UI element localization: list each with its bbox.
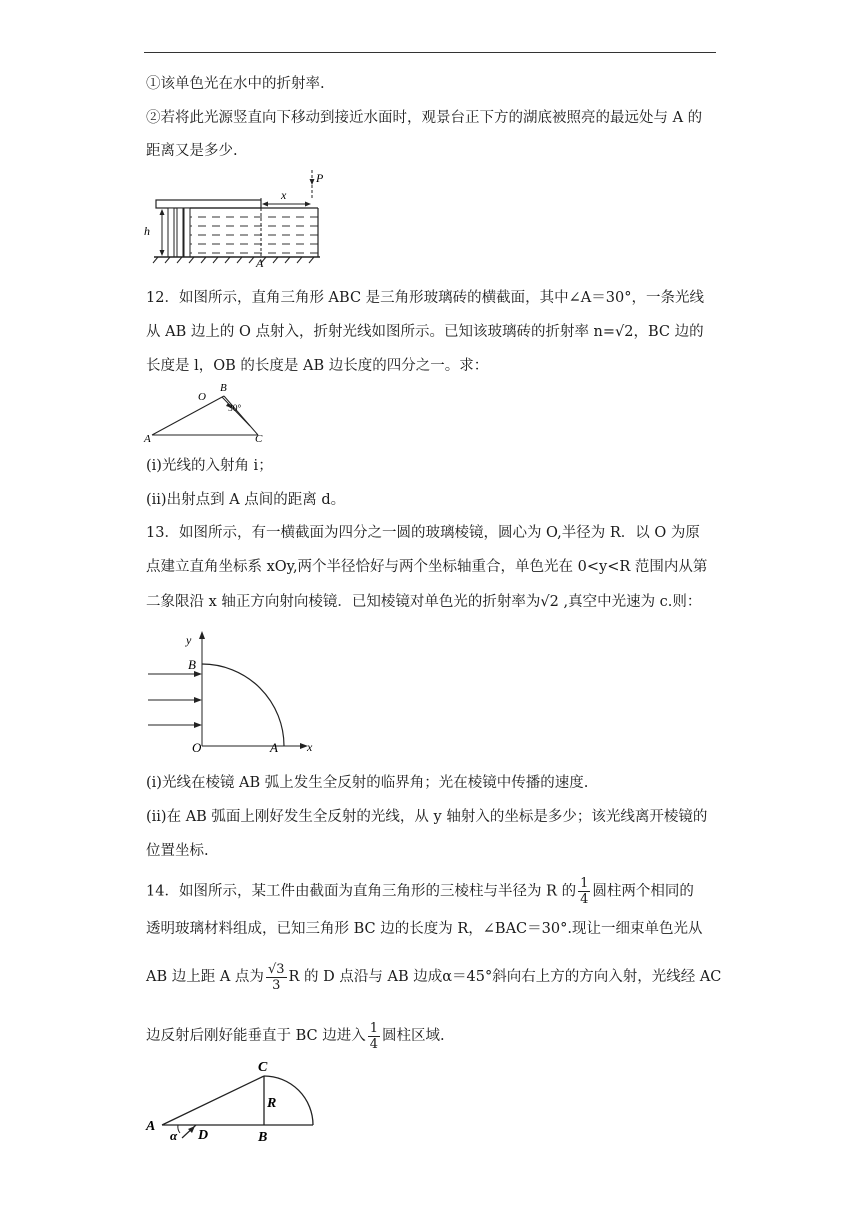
p14-line1 — [146, 876, 718, 907]
fig14-label-alpha: α — [170, 1128, 178, 1143]
figure-11-lake — [140, 168, 340, 268]
fig14-label-R: R — [267, 1096, 277, 1111]
p12-line2: 从 AB 边上的 O 点射入，折射光线如图所示。已知该玻璃砖的折射率 n=√2，BC 边的 — [146, 324, 704, 340]
fig14-label-A: A — [146, 1119, 156, 1134]
fig11-label-x: x — [281, 188, 287, 202]
p14-line1-start: 14．如图所示，某工件由截面为直角三角形的三棱柱与半径为 R 的 — [146, 883, 577, 900]
fig14-label-B: B — [258, 1130, 268, 1145]
p14-fraction-denominator: 4 — [580, 892, 589, 907]
p14-line4 — [146, 1016, 718, 1056]
fig14-label-D: D — [198, 1128, 209, 1143]
p14-line4-end: 圆柱区域. — [382, 1028, 445, 1044]
p14-sqrt3-denominator: 3 — [272, 977, 281, 993]
p13-line3: 二象限沿 x 轴正方向射向棱镜．已知棱镜对单色光的折射率为√2 ,真空中光速为 c.则： — [146, 594, 702, 610]
p11-question-1: ①该单色光在水中的折射率. — [146, 76, 325, 92]
p12-subq-ii: (ⅱ)出射点到 A 点间的距离 d。 — [146, 492, 346, 508]
p14-fraction-numerator: 1 — [580, 876, 589, 891]
p14-quarter-fraction — [578, 876, 590, 907]
p12-line3: 长度是 l，OB 的长度是 AB 边长度的四分之一。求： — [146, 358, 489, 374]
p13-line2: 点建立直角坐标系 xOy,两个半径恰好与两个坐标轴重合，单色光在 0<y<R 范围内从第 — [146, 559, 708, 575]
figure-13-quarter-circle — [140, 628, 340, 758]
p14-line3-end: R 的 D 点沿与 AB 边成α＝45°斜向右上方的方向入射，光线经 AC — [288, 969, 722, 985]
fig12-label-C: C — [255, 433, 263, 445]
fig12-label-B: B — [220, 382, 227, 394]
fig12-label-A: A — [144, 433, 151, 445]
p14-line1-end: 圆柱两个相同的 — [592, 883, 694, 900]
p14-fraction2-denominator: 4 — [369, 1036, 379, 1052]
fig12-label-angle: 30° — [228, 404, 242, 414]
fig11-label-A: A — [256, 256, 264, 268]
p14-sqrt3-fraction — [266, 962, 287, 993]
figure-14-prism — [140, 1054, 340, 1150]
fig11-label-h: h — [144, 224, 150, 238]
fig13-label-x: x — [307, 740, 313, 754]
p14-sqrt3-numerator: √3 — [267, 961, 285, 977]
p14-line3 — [146, 955, 722, 999]
p11-question-2-line2: 距离又是多少. — [146, 143, 238, 159]
figure-12-triangle — [140, 376, 280, 446]
fig14-label-C: C — [258, 1060, 268, 1075]
header-rule — [144, 52, 716, 53]
p14-line4-start: 边反射后刚好能垂直于 BC 边进入 — [146, 1028, 366, 1044]
p12-subq-i: (ⅰ)光线的入射角 i； — [146, 458, 273, 474]
p13-line1: 13．如图所示，有一横截面为四分之一圆的玻璃棱镜，圆心为 O,半径为 R．以 O 为原 — [146, 525, 700, 541]
p14-line3-start: AB 边上距 A 点为 — [146, 969, 264, 985]
p13-subq-ii-line1: (ii)在 AB 弧面上刚好发生全反射的光线，从 y 轴射入的坐标是多少；该光线离开棱镜的 — [146, 809, 708, 825]
p13-subq-i: (i)光线在棱镜 AB 弧上发生全反射的临界角；光在棱镜中传播的速度. — [146, 775, 589, 791]
p14-quarter-fraction-2 — [368, 1021, 380, 1052]
fig13-label-O: O — [192, 740, 202, 755]
p11-question-2-line1: ②若将此光源竖直向下移动到接近水面时，观景台正下方的湖底被照亮的最远处与 A 的 — [146, 110, 703, 126]
fig13-label-y: y — [186, 633, 192, 647]
fig12-label-O: O — [198, 391, 206, 403]
p14-fraction2-numerator: 1 — [369, 1020, 379, 1036]
p12-line1: 12．如图所示，直角三角形 ABC 是三角形玻璃砖的横截面，其中∠A＝30°，一条光线 — [146, 290, 704, 306]
fig13-label-A: A — [270, 740, 278, 755]
fig13-label-B: B — [188, 657, 196, 672]
fig11-label-P: P — [316, 171, 324, 185]
p13-subq-ii-line2: 位置坐标. — [146, 843, 209, 859]
p14-line2: 透明玻璃材料组成，已知三角形 BC 边的长度为 R，∠BAC＝30°.现让一细束单色光从 — [146, 921, 703, 937]
